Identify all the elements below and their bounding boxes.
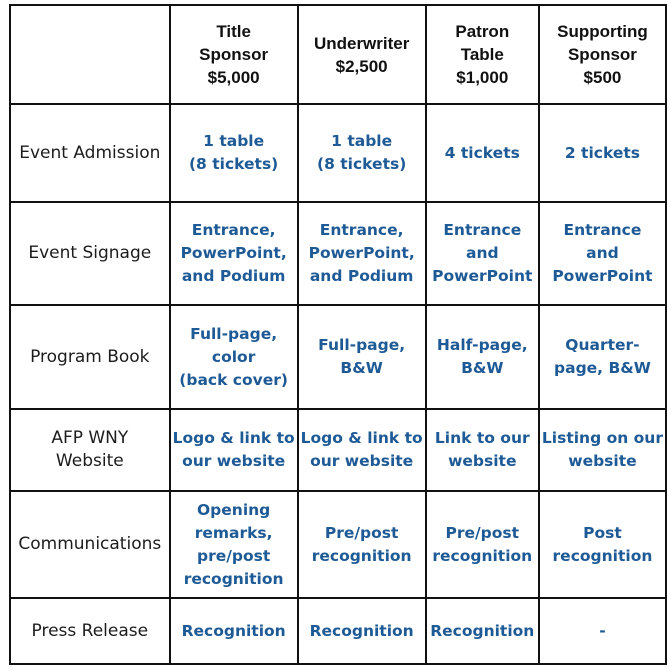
row-communications [10,491,666,598]
header-line: $5,000 [207,68,260,87]
benefit-cell: 1 table (8 tickets) [298,104,426,202]
benefit-cell: Pre/post recognition [426,491,539,598]
header-line: $1,000 [456,68,509,87]
benefit-cell: Link to our website [426,409,539,491]
benefit-cell: Listing on our website [539,409,666,491]
row-event-signage [10,202,666,305]
benefit-cell: Entrance and PowerPoint [539,202,666,305]
benefit-cell: Logo & link to our website [298,409,426,491]
header-line: Title [216,22,251,41]
benefit-cell: Recognition [426,598,539,664]
benefit-cell: Full-page, color (back cover) [170,305,298,409]
header-line: Sponsor [199,45,269,64]
header-corner-cell [10,5,170,104]
benefit-cell: Logo & link to our website [170,409,298,491]
benefit-cell: Half-page, B&W [426,305,539,409]
row-label: Event Signage [10,202,170,305]
benefit-cell: 1 table (8 tickets) [170,104,298,202]
header-title-sponsor [170,5,298,104]
benefit-cell: Entrance, PowerPoint, and Podium [170,202,298,305]
row-label: Communications [10,491,170,598]
row-press-release [10,598,666,664]
benefit-cell: Entrance and PowerPoint [426,202,539,305]
benefit-cell: Entrance, PowerPoint, and Podium [298,202,426,305]
benefit-cell: Recognition [170,598,298,664]
row-label: AFP WNY Website [10,409,170,491]
header-patron-table [426,5,539,104]
header-underwriter [298,5,426,104]
header-line: $500 [583,68,622,87]
benefit-cell: Quarter- page, B&W [539,305,666,409]
header-line: Patron [455,22,510,41]
row-label: Press Release [10,598,170,664]
row-label: Event Admission [10,104,170,202]
row-event-admission [10,104,666,202]
header-line: Underwriter [313,33,410,53]
row-afp-wny-website [10,409,666,491]
benefit-cell: - [539,598,666,664]
row-program-book [10,305,666,409]
header-supporting-sponsor [539,5,666,104]
header-line: Supporting [557,22,648,41]
benefit-cell: Post recognition [539,491,666,598]
header-line: $2,500 [335,56,388,76]
header-line: Sponsor [567,45,637,64]
benefit-cell: Full-page, B&W [298,305,426,409]
benefit-cell: Opening remarks, pre/post recognition [170,491,298,598]
header-line: Table [460,45,504,64]
benefit-cell: 2 tickets [539,104,666,202]
benefit-cell: Recognition [298,598,426,664]
benefit-cell: Pre/post recognition [298,491,426,598]
sponsorship-table [9,4,667,665]
benefit-cell: 4 tickets [426,104,539,202]
row-label: Program Book [10,305,170,409]
header-row [10,5,666,104]
